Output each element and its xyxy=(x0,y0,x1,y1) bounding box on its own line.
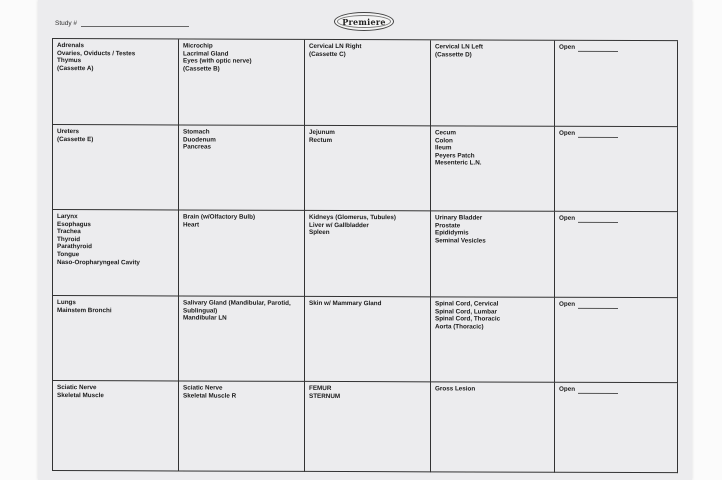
tissue-label: Sciatic Nerve xyxy=(57,384,97,392)
grid-cell xyxy=(53,210,179,296)
tissue-label: Cervical LN Left xyxy=(435,43,483,51)
grid-cell xyxy=(431,211,555,297)
open-write-line[interactable] xyxy=(578,387,618,393)
tissue-label: (Cassette E) xyxy=(57,135,94,143)
grid-cell xyxy=(179,296,305,381)
tissue-label: Ureters xyxy=(57,128,80,136)
open-slot[interactable] xyxy=(559,215,673,223)
open-label: Open xyxy=(559,129,576,137)
tissue-label: Sublingual) xyxy=(183,307,218,315)
tissue-label: Spinal Cord, Cervical xyxy=(435,300,499,308)
grid-cell xyxy=(555,212,678,298)
tissue-label: Duodenum xyxy=(183,136,216,144)
tissue-label: Prostate xyxy=(435,221,461,230)
tissue-label: Microchip xyxy=(183,42,213,50)
premiere-logo xyxy=(334,12,394,31)
form-sheet xyxy=(38,0,692,480)
tissue-label: (Cassette D) xyxy=(435,50,472,59)
open-write-line[interactable] xyxy=(578,131,618,137)
tissue-label: Kidneys (Glomerus, Tubules) xyxy=(309,213,397,222)
grid-cell xyxy=(305,382,431,472)
tissue-label: FEMUR xyxy=(309,384,332,392)
open-write-line[interactable] xyxy=(578,302,618,308)
grid-cell xyxy=(53,125,179,210)
grid-cell xyxy=(53,381,179,471)
tissue-label: Thyroid xyxy=(57,235,81,243)
tissue-label: Brain (w/Olfactory Bulb) xyxy=(183,213,256,221)
grid-cell xyxy=(305,297,431,382)
open-slot[interactable] xyxy=(559,301,673,309)
tissue-label: Stomach xyxy=(183,128,210,136)
logo-text: Premiere xyxy=(342,16,386,27)
tissue-label: Aorta (Thoracic) xyxy=(435,323,484,331)
grid-cell xyxy=(53,296,179,381)
grid-cell xyxy=(53,39,179,125)
tissue-label: Jejunum xyxy=(309,128,335,136)
tissue-label: Naso-Oropharyngeal Cavity xyxy=(57,258,140,266)
tissue-label: Spinal Cord, Thoracic xyxy=(435,315,501,323)
grid-cell xyxy=(305,211,431,297)
grid-cell xyxy=(179,39,305,125)
tissue-label: Tongue xyxy=(57,250,80,259)
grid-cell xyxy=(431,382,555,472)
tissue-label: Cervical LN Right xyxy=(309,42,362,51)
tissue-label: Heart xyxy=(183,221,200,229)
tissue-label: Ileum xyxy=(435,144,452,152)
grid-cell xyxy=(431,297,555,382)
tissue-label: Lacrimal Gland xyxy=(183,50,229,58)
grid-cell xyxy=(305,126,431,211)
tissue-label: Skin w/ Mammary Gland xyxy=(309,299,382,308)
open-write-line[interactable] xyxy=(578,45,618,51)
tissue-label: Larynx xyxy=(57,213,78,221)
tissue-label: Trachea xyxy=(57,228,81,236)
tissue-label: Esophagus xyxy=(57,220,91,228)
tissue-label: Spinal Cord, Lumbar xyxy=(435,307,497,316)
tissue-label: Gross Lesion xyxy=(435,385,476,393)
tissue-label: Mesenteric L.N. xyxy=(435,159,482,167)
study-number-field[interactable] xyxy=(55,20,189,27)
tissue-label: (Cassette B) xyxy=(183,65,220,73)
cassette-grid xyxy=(52,38,678,473)
tissue-label: Salivary Gland (Mandibular, Parotid, xyxy=(183,299,291,307)
open-slot[interactable] xyxy=(559,130,673,138)
tissue-label: Adrenals xyxy=(57,42,84,50)
open-label: Open xyxy=(559,385,576,393)
grid-cell xyxy=(179,125,305,210)
tissue-label: Pancreas xyxy=(183,143,212,151)
grid-cell xyxy=(555,41,678,127)
tissue-label: Rectum xyxy=(309,136,333,144)
grid-cell xyxy=(555,298,678,383)
open-label: Open xyxy=(559,43,576,51)
open-slot[interactable] xyxy=(559,386,673,394)
tissue-label: Mainstem Bronchi xyxy=(57,306,112,314)
tissue-label: Skeletal Muscle R xyxy=(183,392,237,400)
tissue-label: Parathyroid xyxy=(57,243,92,251)
grid-cell xyxy=(179,381,305,471)
tissue-label: Sciatic Nerve xyxy=(183,384,223,392)
grid-cell xyxy=(555,127,678,212)
tissue-label: STERNUM xyxy=(309,392,341,400)
tissue-label: Cecum xyxy=(435,129,456,137)
grid-cell xyxy=(305,40,431,126)
open-slot[interactable] xyxy=(559,44,673,52)
tissue-label: Thymus xyxy=(57,57,82,65)
tissue-label: Seminal Vesicles xyxy=(435,237,486,245)
tissue-label: Colon xyxy=(435,136,453,144)
grid-cell xyxy=(179,210,305,296)
tissue-label: Spleen xyxy=(309,229,330,237)
tissue-label: Skeletal Muscle xyxy=(57,391,104,399)
tissue-label: Liver w/ Gallbladder xyxy=(309,221,369,229)
open-write-line[interactable] xyxy=(578,216,618,222)
open-label: Open xyxy=(559,214,576,222)
tissue-label: (Cassette A) xyxy=(57,64,94,72)
tissue-label: Mandibular LN xyxy=(183,314,227,322)
study-number-line[interactable] xyxy=(81,20,189,27)
grid-cell xyxy=(555,383,678,473)
tissue-label: (Cassette C) xyxy=(309,50,346,58)
study-label: Study # xyxy=(55,20,78,27)
tissue-label: Lungs xyxy=(57,299,76,307)
grid-cell xyxy=(431,126,555,211)
open-label: Open xyxy=(559,300,576,308)
tissue-label: Urinary Bladder xyxy=(435,214,483,222)
tissue-label: Eyes (with optic nerve) xyxy=(183,57,252,65)
grid-cell xyxy=(431,40,555,126)
tissue-label: Peyers Patch xyxy=(435,152,475,160)
tissue-label: Ovaries, Oviducts / Testes xyxy=(57,49,136,57)
tissue-label: Epididymis xyxy=(435,229,469,237)
